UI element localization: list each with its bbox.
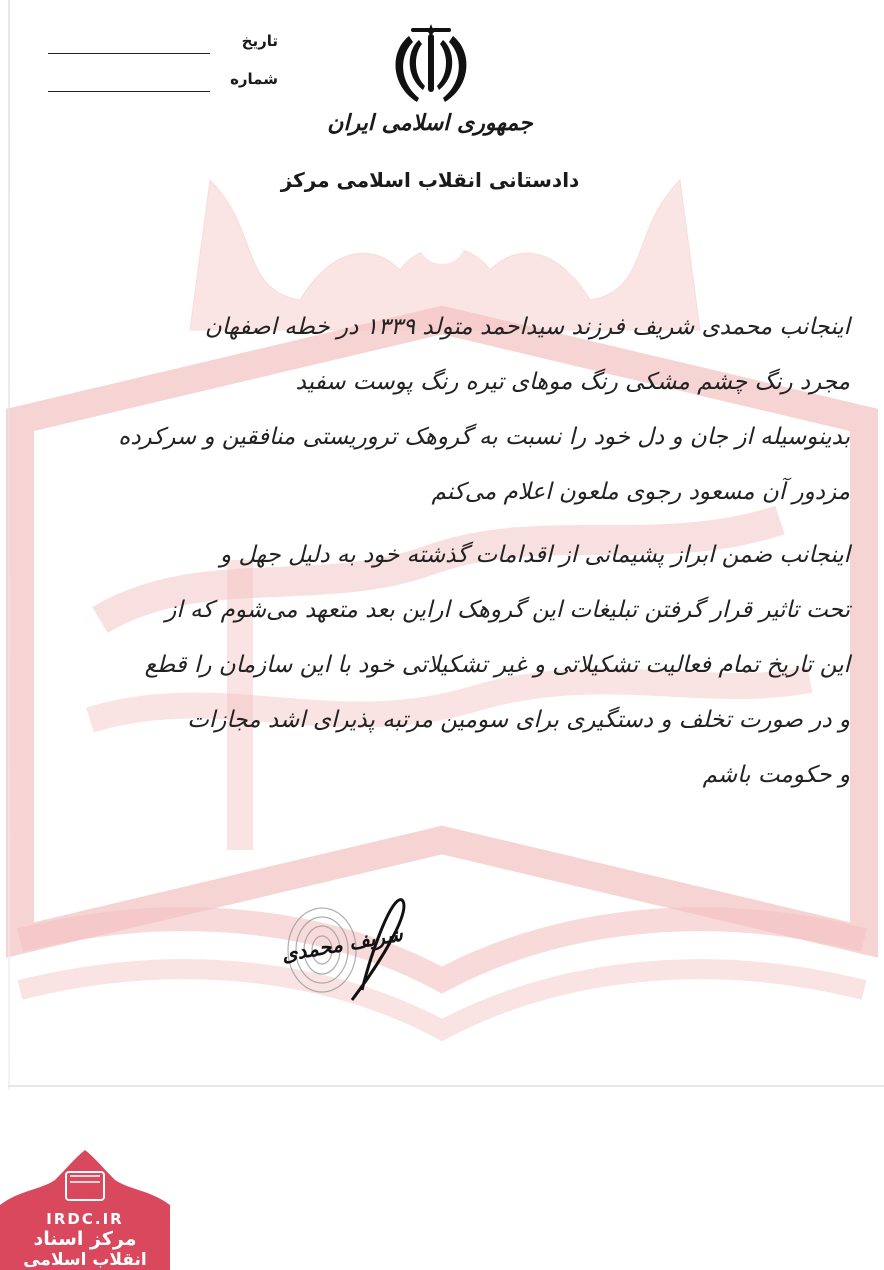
signature	[262, 890, 432, 1020]
body-line: این تاریخ تمام فعالیت تشکیلاتی و غیر تشکیلاتی خود با این سازمان را قطع	[144, 652, 850, 678]
scan-edge-bottom	[8, 1085, 884, 1087]
body-line: اینجانب ضمن ابراز پشیمانی از اقدامات گذشته خود به دلیل جهل و	[220, 542, 850, 568]
iran-emblem-icon	[381, 14, 481, 114]
body-line: مزدور آن مسعود رجوی ملعون اعلام می‌کنم	[431, 479, 850, 505]
number-line	[48, 91, 210, 92]
logo-line1: مرکز اسناد	[33, 1228, 137, 1250]
logo-url: IRDC.IR	[46, 1210, 124, 1228]
body-line: تحت تاثیر قرار گرفتن تبلیغات این گروهک اراین بعد متعهد می‌شوم که از	[165, 597, 850, 623]
handwritten-body	[110, 300, 850, 803]
date-label: تاریخ	[241, 32, 278, 50]
signature-text: شریف محمدی	[279, 921, 405, 967]
date-line	[48, 53, 210, 54]
body-line: و در صورت تخلف و دستگیری برای سومین مرتبه پذیرای اشد مجازات	[187, 707, 850, 733]
body-line: بدینوسیله از جان و دل خود را نسبت به گروهک تروریستی منافقین و سرکرده	[118, 424, 850, 450]
body-line: مجرد رنگ چشم مشکی رنگ موهای تیره رنگ پوست سفید	[295, 369, 850, 395]
body-line: و حکومت باشم	[702, 762, 850, 788]
irdc-logo	[0, 1150, 170, 1270]
date-field	[48, 32, 278, 58]
number-field	[48, 70, 278, 96]
body-line: اینجانب محمدی شریف فرزند سیداحمد متولد ۱۳۳۹ در خطه اصفهان	[204, 314, 850, 340]
office-title: دادستانی انقلاب اسلامی مرکز	[280, 168, 580, 192]
scan-edge	[8, 0, 10, 1090]
country-title: جمهوری اسلامی ایران	[327, 110, 533, 136]
logo-line2: انقلاب اسلامی	[23, 1250, 147, 1270]
number-label: شماره	[230, 70, 278, 88]
